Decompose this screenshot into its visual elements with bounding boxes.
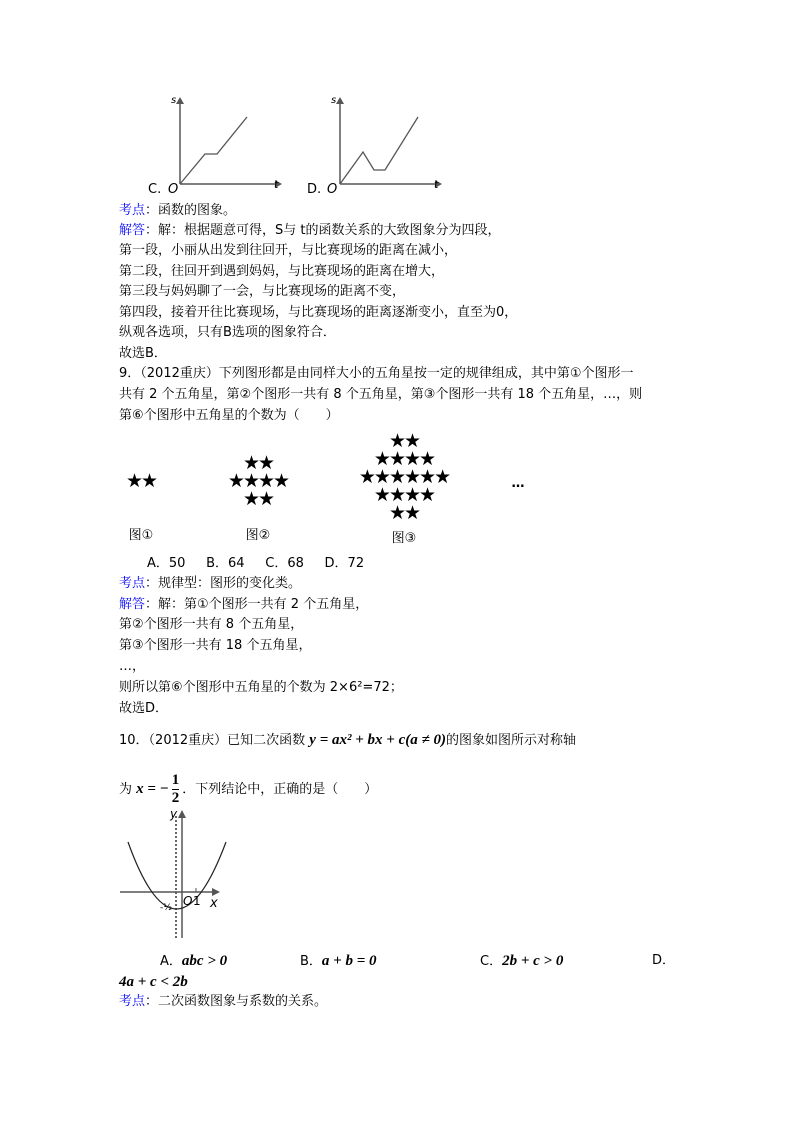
tick-one-label: 1 — [193, 894, 201, 908]
stem-suffix: 的图象如图所示对称轴 — [445, 733, 576, 748]
star-row: ★★ — [125, 470, 157, 492]
q10-option-d-label: D． — [652, 953, 676, 968]
kaodian-label: 考点 — [119, 203, 146, 218]
q10-stem-line2 — [119, 772, 377, 807]
star-row: ★★★★★★ — [358, 466, 450, 488]
y-axis-label: y — [170, 807, 178, 821]
axis-s-c: s — [171, 95, 177, 106]
option-c-label: C. — [148, 182, 162, 197]
option-expr: abc > 0 — [181, 953, 228, 969]
origin-label-d: O — [327, 182, 338, 197]
axis-s-d: s — [331, 95, 337, 106]
solution-line: 纵观各选项，只有B选项的图象符合． — [119, 325, 336, 340]
solution-line: 故选B． — [119, 346, 167, 361]
solution-line: 则所以第⑥个图形中五角星的个数为 2×6²=72； — [119, 680, 403, 695]
solution-line: 第②个图形一共有 8 个五角星， — [119, 617, 304, 632]
x-axis-label: x — [210, 896, 218, 911]
stem-prefix: 为 — [119, 782, 133, 797]
kaodian-label: 考点 — [119, 576, 146, 591]
origin-label: O — [183, 894, 193, 908]
star-row: ★★★★ — [373, 484, 435, 506]
jieda-label: 解答 — [119, 223, 146, 238]
star-row: ★★ — [388, 502, 420, 524]
solution-line: 第一段，小丽从出发到往回开，与比赛现场的距离在减小， — [119, 243, 458, 258]
solution-line: 第四段，接着开往比赛现场，与比赛现场的距离逐渐变小，直至为0， — [119, 305, 518, 320]
q9-options — [147, 555, 364, 573]
solution-line: 第二段，往回开到遇到妈妈，与比赛现场的距离在增大， — [119, 264, 445, 279]
solution-line: …， — [119, 659, 146, 674]
star-row: ★★★★ — [227, 470, 289, 492]
stem-prefix: 10．（2012重庆）已知二次函数 — [119, 733, 306, 748]
star-row: ★★★★ — [373, 448, 435, 470]
option-b: B．64 — [206, 556, 245, 571]
ellipsis: … — [511, 476, 525, 491]
stem-suffix: ．下列结论中，正确的是（ ） — [182, 782, 378, 797]
option-a: A．50 — [147, 556, 186, 571]
option-expr: 2b + c > 0 — [502, 953, 564, 969]
kaodian-text: ：函数的图象。 — [145, 203, 237, 218]
graph-option-d — [300, 92, 450, 192]
graph-option-c — [140, 92, 290, 192]
q10-option-c — [480, 952, 563, 971]
jieda-label: 解答 — [119, 597, 146, 612]
option-d-label: D. — [307, 182, 322, 197]
option-d: D．72 — [324, 556, 365, 571]
star-row: ★★ — [388, 430, 420, 452]
solution-line: 第三段与妈妈聊了一会，与比赛现场的距离不变， — [119, 284, 406, 299]
q10-option-b — [300, 952, 377, 971]
q8-jieda — [119, 222, 501, 240]
star-row: ★★ — [242, 452, 274, 474]
option-c: C．68 — [265, 556, 304, 571]
kaodian-text: ：二次函数图象与系数的关系。 — [145, 994, 328, 1009]
jieda-text: ：解：根据题意可得，S与 t的函数关系的大致图象分为四段， — [145, 223, 501, 238]
q10-stem — [119, 731, 576, 750]
option-label: A． — [160, 954, 182, 969]
figure-caption: 图③ — [391, 531, 417, 546]
quadratic-formula: y = ax² + bx + c(a ≠ 0) — [309, 732, 446, 748]
q9-jieda — [119, 596, 368, 614]
solution-line: 故选D． — [119, 701, 169, 716]
axis-t-c: t — [274, 178, 279, 191]
fraction-denominator: 2 — [171, 790, 180, 806]
q8-kaodian — [119, 202, 236, 220]
solution-line: 第③个图形一共有 18 个五角星， — [119, 638, 312, 653]
q9-kaodian — [119, 575, 301, 593]
q9-stem: 9．（2012重庆）下列图形都是由同样大小的五角星按一定的规律组成，其中第①个图形一 — [119, 366, 634, 381]
figure-caption: 图② — [245, 528, 271, 543]
figure-caption: 图① — [128, 528, 154, 543]
axis-t-d: t — [434, 178, 439, 191]
option-label: B． — [300, 954, 322, 969]
q10-kaodian — [119, 993, 327, 1011]
kaodian-text: ：规律型：图形的变化类。 — [145, 576, 302, 591]
kaodian-label: 考点 — [119, 994, 146, 1009]
parabola-graph — [118, 808, 228, 943]
neg-half-label: -½ — [160, 903, 172, 913]
axis-formula: x = − — [136, 781, 169, 797]
option-expr: a + b = 0 — [321, 953, 377, 969]
star-row: ★★ — [242, 488, 274, 510]
q10-option-d-expr: 4a + c < 2b — [119, 974, 188, 990]
origin-label-c: O — [168, 182, 179, 197]
jieda-text: ：解：第①个图形一共有 2 个五角星， — [145, 597, 369, 612]
q10-option-a — [160, 952, 227, 971]
q9-stem: 第⑥个图形中五角星的个数为（ ） — [119, 408, 339, 423]
option-label: C． — [480, 954, 503, 969]
q9-stem: 共有 2 个五角星，第②个图形一共有 8 个五角星，第③个图形一共有 18 个五角星，…，则 — [119, 387, 643, 402]
fraction-numerator: 1 — [171, 772, 180, 788]
